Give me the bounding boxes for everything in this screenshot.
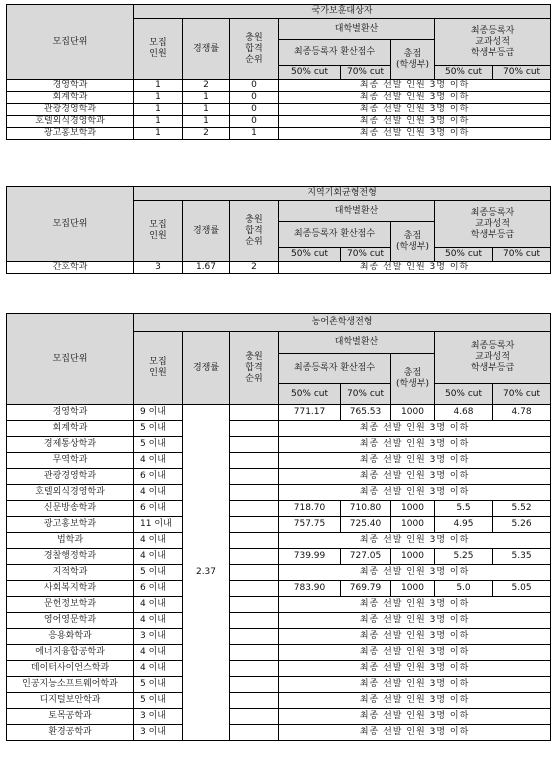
cell-note: 최종 선발 인원 3명 이하: [279, 262, 551, 274]
header-total: 총점 (학생부): [391, 40, 435, 80]
cell-unit: 회계학과: [7, 92, 134, 104]
cell-rank: [230, 661, 279, 677]
table-row: [7, 405, 551, 421]
cell-unit: 광고홍보학과: [7, 517, 134, 533]
table-row: [7, 421, 551, 437]
header-quota: 모집 인원: [134, 19, 183, 80]
cell-cut50: 718.70: [279, 501, 341, 517]
cell-quota: 3 이내: [134, 725, 183, 741]
header-quota: 모집 인원: [134, 332, 183, 405]
table-title: 농어촌학생전형: [134, 314, 551, 332]
cell-rank: 1: [230, 128, 279, 140]
cell-quota: 5 이내: [134, 437, 183, 453]
cell-note: 최종 선발 인원 3명 이하: [279, 725, 551, 741]
header-conversion: 대학별환산: [279, 332, 435, 354]
cell-unit: 데이터사이언스학과: [7, 661, 134, 677]
header-grade-cut70: 70% cut: [493, 384, 551, 405]
header-competition: 경쟁률: [183, 201, 230, 262]
cell-cut50: 783.90: [279, 581, 341, 597]
header-unit: 모집단위: [7, 5, 134, 80]
cell-grade-cut50: 5.5: [435, 501, 493, 517]
cell-grade-cut70: 5.52: [493, 501, 551, 517]
cell-rank: [230, 693, 279, 709]
header-conv-score: 최종등록자 환산점수: [279, 354, 391, 384]
table-row: [7, 80, 551, 92]
cell-quota: 4 이내: [134, 645, 183, 661]
cell-quota: 6 이내: [134, 469, 183, 485]
cell-quota: 3: [134, 262, 183, 274]
cell-competition: 1: [183, 116, 230, 128]
cell-rank: [230, 501, 279, 517]
cell-rank: [230, 549, 279, 565]
cell-grade-cut50: 4.95: [435, 517, 493, 533]
cell-grade-cut70: 4.78: [493, 405, 551, 421]
cell-quota: 6 이내: [134, 581, 183, 597]
cell-rank: 0: [230, 116, 279, 128]
cell-grade-cut50: 5.0: [435, 581, 493, 597]
header-grade-cut50: 50% cut: [435, 66, 493, 80]
cell-cut70: 765.53: [341, 405, 391, 421]
cell-note: 최종 선발 인원 3명 이하: [279, 485, 551, 501]
cell-rank: 0: [230, 92, 279, 104]
header-competition: 경쟁률: [183, 332, 230, 405]
cell-grade-cut70: 5.26: [493, 517, 551, 533]
table2-body: [7, 262, 551, 274]
cell-note: 최종 선발 인원 3명 이하: [279, 613, 551, 629]
cell-total: 1000: [391, 405, 435, 421]
header-cut70: 70% cut: [341, 66, 391, 80]
cell-note: 최종 선발 인원 3명 이하: [279, 629, 551, 645]
table-regional-opportunity: [6, 186, 551, 274]
table-row: [7, 128, 551, 140]
cell-grade-cut50: 4.68: [435, 405, 493, 421]
cell-competition: 2: [183, 128, 230, 140]
cell-total: 1000: [391, 501, 435, 517]
cell-unit: 법학과: [7, 533, 134, 549]
cell-note: 최종 선발 인원 3명 이하: [279, 80, 551, 92]
table-rural-students: [6, 313, 551, 741]
header-grade-cut50: 50% cut: [435, 248, 493, 262]
cell-rank: [230, 565, 279, 581]
header-grade-cut70: 70% cut: [493, 66, 551, 80]
cell-unit: 응용화학과: [7, 629, 134, 645]
cell-rank: [230, 629, 279, 645]
table-row: [7, 437, 551, 453]
header-final-grade: 최종등록자 교과성적 학생부등급: [435, 19, 551, 66]
table-national-merit: [6, 4, 551, 140]
table2-header: [7, 187, 551, 262]
cell-unit: 문헌정보학과: [7, 597, 134, 613]
cell-note: 최종 선발 인원 3명 이하: [279, 421, 551, 437]
cell-note: 최종 선발 인원 3명 이하: [279, 533, 551, 549]
table-row: [7, 262, 551, 274]
cell-unit: 디지털보안학과: [7, 693, 134, 709]
header-grade-cut50: 50% cut: [435, 384, 493, 405]
cell-note: 최종 선발 인원 3명 이하: [279, 128, 551, 140]
table-row: [7, 453, 551, 469]
table-row: [7, 565, 551, 581]
cell-competition: 1: [183, 104, 230, 116]
cell-unit: 호텔외식경영학과: [7, 485, 134, 501]
table1-header: [7, 5, 551, 80]
cell-quota: 1: [134, 92, 183, 104]
cell-quota: 3 이내: [134, 629, 183, 645]
cell-note: 최종 선발 인원 3명 이하: [279, 565, 551, 581]
cell-quota: 4 이내: [134, 533, 183, 549]
header-unit: 모집단위: [7, 314, 134, 405]
table-row: [7, 693, 551, 709]
cell-quota: 1: [134, 116, 183, 128]
cell-competition: 1: [183, 92, 230, 104]
cell-cut70: 710.80: [341, 501, 391, 517]
cell-unit: 환경공학과: [7, 725, 134, 741]
cell-quota: 1: [134, 104, 183, 116]
cell-competition: 2.37: [183, 405, 230, 741]
table-row: [7, 517, 551, 533]
cell-unit: 지적학과: [7, 565, 134, 581]
cell-unit: 영어영문학과: [7, 613, 134, 629]
cell-unit: 인공지능소프트웨어학과: [7, 677, 134, 693]
table-row: [7, 469, 551, 485]
header-cut70: 70% cut: [341, 384, 391, 405]
cell-cut50: 739.99: [279, 549, 341, 565]
cell-quota: 4 이내: [134, 597, 183, 613]
cell-quota: 5 이내: [134, 693, 183, 709]
cell-note: 최종 선발 인원 3명 이하: [279, 453, 551, 469]
cell-rank: [230, 709, 279, 725]
table-row: [7, 645, 551, 661]
cell-rank: 2: [230, 262, 279, 274]
cell-quota: 4 이내: [134, 613, 183, 629]
cell-cut70: 725.40: [341, 517, 391, 533]
header-waitlist: 충원 합격 순위: [230, 201, 279, 262]
cell-competition: 2: [183, 80, 230, 92]
cell-note: 최종 선발 인원 3명 이하: [279, 645, 551, 661]
cell-note: 최종 선발 인원 3명 이하: [279, 677, 551, 693]
cell-unit: 토목공학과: [7, 709, 134, 725]
cell-quota: 4 이내: [134, 453, 183, 469]
cell-unit: 광고홍보학과: [7, 128, 134, 140]
cell-quota: 11 이내: [134, 517, 183, 533]
table-row: [7, 533, 551, 549]
table-row: [7, 597, 551, 613]
cell-rank: [230, 677, 279, 693]
cell-unit: 관광경영학과: [7, 104, 134, 116]
cell-rank: [230, 405, 279, 421]
cell-grade-cut70: 5.35: [493, 549, 551, 565]
cell-unit: 회계학과: [7, 421, 134, 437]
cell-total: 1000: [391, 517, 435, 533]
cell-note: 최종 선발 인원 3명 이하: [279, 693, 551, 709]
cell-quota: 1: [134, 80, 183, 92]
cell-rank: [230, 581, 279, 597]
cell-cut70: 727.05: [341, 549, 391, 565]
cell-rank: [230, 437, 279, 453]
header-total: 총점 (학생부): [391, 222, 435, 262]
table-row: [7, 581, 551, 597]
cell-unit: 간호학과: [7, 262, 134, 274]
header-cut70: 70% cut: [341, 248, 391, 262]
cell-rank: [230, 485, 279, 501]
table-row: [7, 92, 551, 104]
header-waitlist: 충원 합격 순위: [230, 332, 279, 405]
cell-quota: 1: [134, 128, 183, 140]
cell-quota: 3 이내: [134, 709, 183, 725]
table3-body: [7, 405, 551, 741]
cell-quota: 5 이내: [134, 677, 183, 693]
cell-rank: [230, 533, 279, 549]
table-row: [7, 677, 551, 693]
cell-total: 1000: [391, 581, 435, 597]
cell-cut50: 771.17: [279, 405, 341, 421]
cell-quota: 5 이내: [134, 421, 183, 437]
cell-unit: 경찰행정학과: [7, 549, 134, 565]
cell-cut70: 769.79: [341, 581, 391, 597]
cell-note: 최종 선발 인원 3명 이하: [279, 116, 551, 128]
cell-total: 1000: [391, 549, 435, 565]
table-title: 지역기회균형전형: [134, 187, 551, 201]
cell-rank: [230, 517, 279, 533]
cell-unit: 경영학과: [7, 80, 134, 92]
table-row: [7, 116, 551, 128]
cell-unit: 에너지융합공학과: [7, 645, 134, 661]
table3-header: [7, 314, 551, 405]
cell-unit: 호텔외식경영학과: [7, 116, 134, 128]
header-cut50: 50% cut: [279, 248, 341, 262]
cell-rank: [230, 453, 279, 469]
header-unit: 모집단위: [7, 187, 134, 262]
cell-cut50: 757.75: [279, 517, 341, 533]
cell-quota: 5 이내: [134, 565, 183, 581]
cell-competition: 1.67: [183, 262, 230, 274]
header-quota: 모집 인원: [134, 201, 183, 262]
cell-quota: 4 이내: [134, 661, 183, 677]
table-row: [7, 104, 551, 116]
cell-unit: 관광경영학과: [7, 469, 134, 485]
cell-grade-cut50: 5.25: [435, 549, 493, 565]
cell-unit: 무역학과: [7, 453, 134, 469]
table-row: [7, 549, 551, 565]
cell-unit: 사회복지학과: [7, 581, 134, 597]
table-row: [7, 501, 551, 517]
header-cut50: 50% cut: [279, 66, 341, 80]
cell-note: 최종 선발 인원 3명 이하: [279, 104, 551, 116]
cell-rank: [230, 597, 279, 613]
cell-note: 최종 선발 인원 3명 이하: [279, 469, 551, 485]
header-grade-cut70: 70% cut: [493, 248, 551, 262]
header-waitlist: 충원 합격 순위: [230, 19, 279, 80]
cell-rank: [230, 613, 279, 629]
header-cut50: 50% cut: [279, 384, 341, 405]
table-row: [7, 709, 551, 725]
header-final-grade: 최종등록자 교과성적 학생부등급: [435, 332, 551, 384]
header-total: 총점 (학생부): [391, 354, 435, 405]
cell-note: 최종 선발 인원 3명 이하: [279, 437, 551, 453]
cell-rank: [230, 645, 279, 661]
cell-note: 최종 선발 인원 3명 이하: [279, 709, 551, 725]
header-competition: 경쟁률: [183, 19, 230, 80]
header-conv-score: 최종등록자 환산점수: [279, 40, 391, 66]
cell-rank: [230, 421, 279, 437]
cell-note: 최종 선발 인원 3명 이하: [279, 597, 551, 613]
header-final-grade: 최종등록자 교과성적 학생부등급: [435, 201, 551, 248]
header-conversion: 대학별환산: [279, 201, 435, 222]
table-row: [7, 661, 551, 677]
cell-grade-cut70: 5.05: [493, 581, 551, 597]
cell-unit: 경제통상학과: [7, 437, 134, 453]
cell-quota: 4 이내: [134, 549, 183, 565]
table1-body: [7, 80, 551, 140]
cell-unit: 신문방송학과: [7, 501, 134, 517]
cell-note: 최종 선발 인원 3명 이하: [279, 92, 551, 104]
cell-quota: 9 이내: [134, 405, 183, 421]
cell-rank: 0: [230, 104, 279, 116]
table-row: [7, 485, 551, 501]
table-title: 국가보훈대상자: [134, 5, 551, 19]
table-row: [7, 629, 551, 645]
cell-note: 최종 선발 인원 3명 이하: [279, 661, 551, 677]
table-row: [7, 725, 551, 741]
header-conv-score: 최종등록자 환산점수: [279, 222, 391, 248]
cell-unit: 경영학과: [7, 405, 134, 421]
cell-rank: [230, 469, 279, 485]
table-row: [7, 613, 551, 629]
cell-rank: [230, 725, 279, 741]
cell-quota: 6 이내: [134, 501, 183, 517]
cell-quota: 4 이내: [134, 485, 183, 501]
cell-rank: 0: [230, 80, 279, 92]
header-conversion: 대학별환산: [279, 19, 435, 40]
